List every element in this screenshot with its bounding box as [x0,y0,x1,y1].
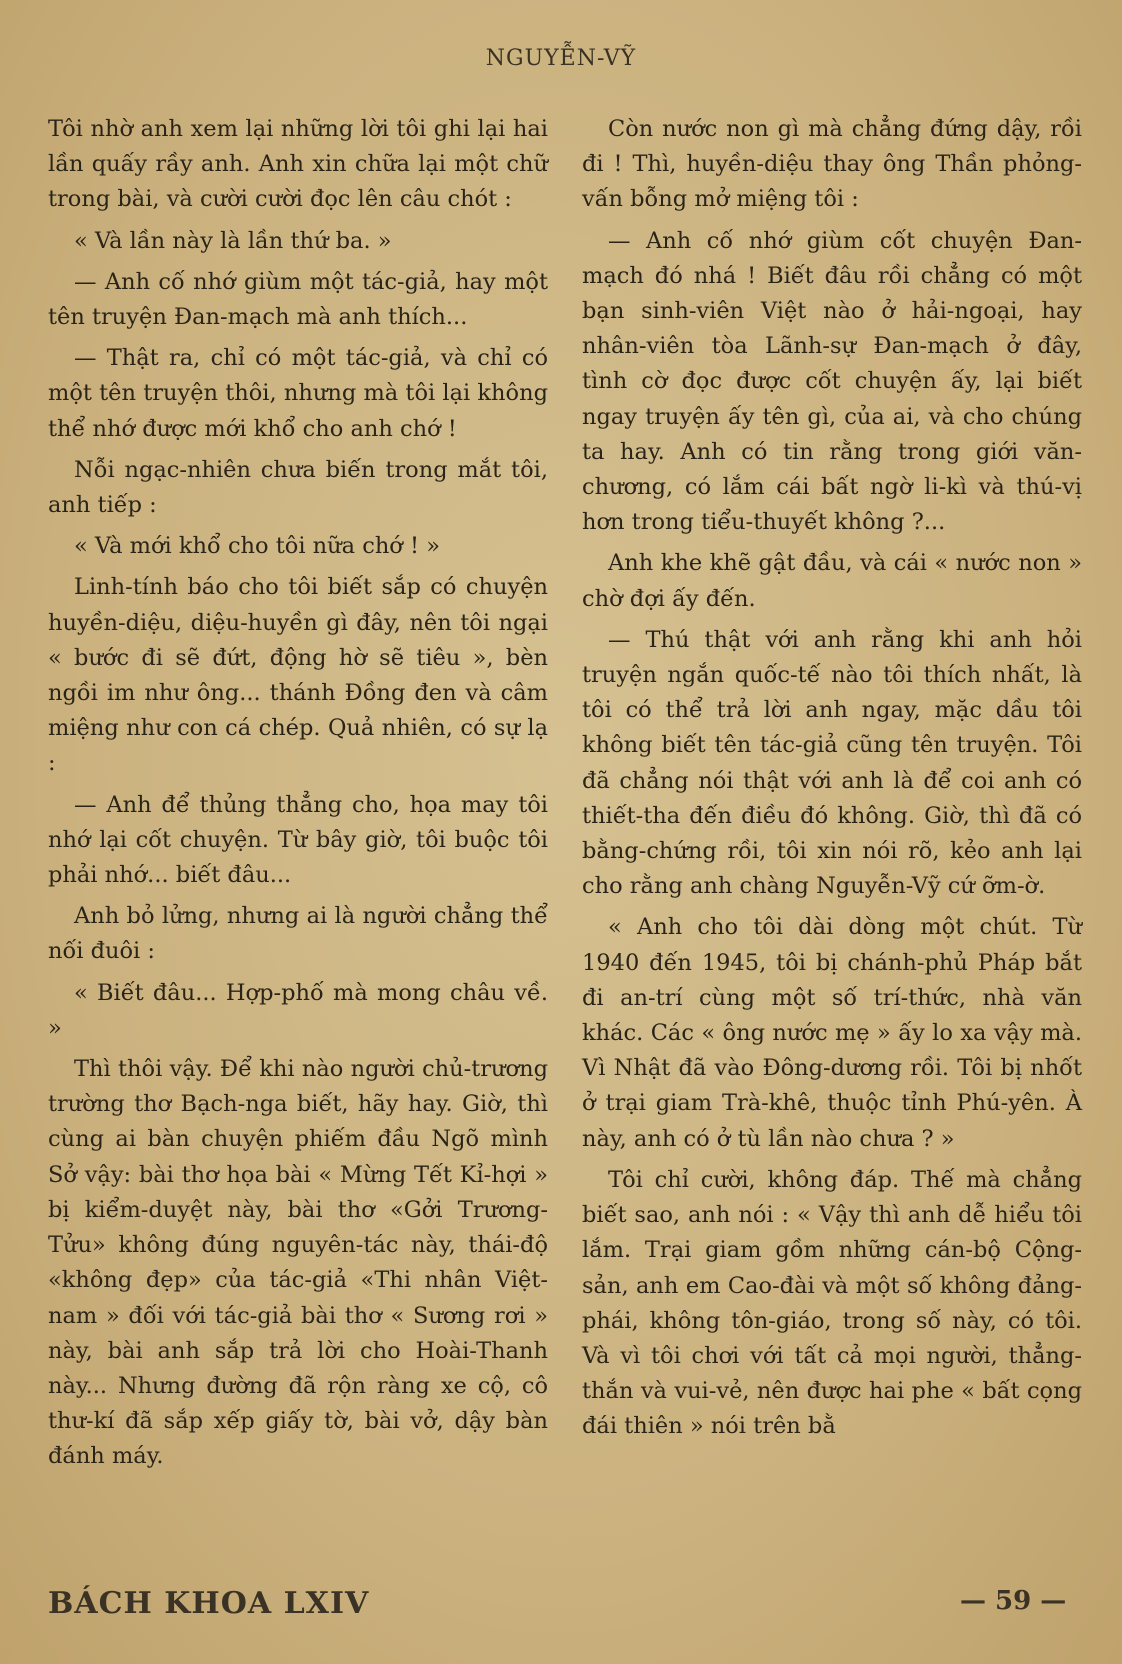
paragraph: « Và lần này là lần thứ ba. » [74,227,392,254]
left-column [48,112,548,1481]
running-head: NGUYỄN-VỸ [485,46,637,71]
paragraph: — Thú thật với anh rằng khi anh hỏi truyện ngắn quốc-tế nào tôi thích nhất, là tôi có thể trả lời anh ngay, mặc dầu tôi không biết tên tác-giả cũng tên truyện. Tôi đã chẳng nói thật với anh là để coi anh có thiết-tha đến điều đó không. Giờ, thì đã có bằng-chứng rồi, tôi xin nói rõ, kẻo anh lại cho rằng anh chàng Nguyễn-Vỹ cứ ỡm-ờ. [582,626,1082,900]
paragraph: Anh bỏ lửng, nhưng ai là người chẳng thể nối đuôi : [48,903,548,965]
paragraph: « Anh cho tôi dài dòng một chút. Từ 1940 đến 1945, tôi bị chánh-phủ Pháp bắt đi an-trí cùng một số trí-thức, nhà văn khác. Các « ông nước mẹ » ấy lo xa vậy mà. Vì Nhật đã vào Đông-dương rồi. Tôi bị nhốt ở trại giam Trà-khê, thuộc tỉnh Phú-yên. À này, anh có ở tù lần nào chưa ? » [582,914,1082,1152]
right-column [582,112,1082,1451]
paragraph: — Thật ra, chỉ có một tác-giả, và chỉ có một tên truyện thôi, nhưng mà tôi lại không thể nhớ được mới khổ cho anh chớ ! [48,345,548,442]
paragraph: « Biết đâu... Hợp-phố mà mong châu về. » [48,979,548,1041]
paragraph: « Và mới khổ cho tôi nữa chớ ! » [74,533,440,560]
paragraph: Anh khe khẽ gật đầu, và cái « nước non » chờ đợi ấy đến. [582,550,1082,612]
paragraph: Nỗi ngạc-nhiên chưa biến trong mắt tôi, anh tiếp : [48,456,548,519]
paragraph: Tôi nhờ anh xem lại những lời tôi ghi lại hai lần quấy rầy anh. Anh xin chữa lại một chữ trong bài, và cười cười đọc lên câu chót : [48,116,548,213]
paragraph: Tôi chỉ cười, không đáp. Thế mà chẳng biết sao, anh nói : « Vậy thì anh dễ hiểu tôi lắm. Trại giam gồm những cán-bộ Cộng-sản, anh em Cao-đài và một số không đảng-phái, không tôn-giáo, trong số này, có tôi. Và vì tôi chơi với tất cả mọi người, thẳng-thắn và vui-vẻ, nên được hai phe « bất cọng đái thiên » nói trên bằ [582,1166,1082,1440]
magazine-name: BÁCH KHOA LXIV [48,1586,370,1621]
paragraph: Thì thôi vậy. Để khi nào người chủ-trương trường thơ Bạch-nga biết, hãy hay. Giờ, thì cùng ai bàn chuyện phiếm đầu Ngõ mình Sở vậy: bài thơ họa bài « Mừng Tết Kỉ-hợi » bị kiểm-duyệt này, bài thơ «Gởi Trương-Tửu» không đúng nguyên-tác này, thái-độ «không đẹp» của tác-giả «Thi nhân Việt-nam » đối với tác-giả bài thơ « Sương rơi » này, bài anh sắp trả lời cho Hoài-Thanh này... Nhưng đường đã rộn ràng xe cộ, cô thư-kí đã sắp xếp giấy tờ, bài vở, dậy bàn đánh máy. [48,1056,548,1470]
paragraph: Còn nước non gì mà chẳng đứng dậy, rồi đi ! Thì, huyền-diệu thay ông Thần phỏng-vấn bỗng mở miệng tôi : [582,116,1082,213]
paragraph: — Anh cố nhớ giùm một tác-giả, hay một tên truyện Đan-mạch mà anh thích... [48,268,548,331]
paragraph: — Anh để thủng thẳng cho, họa may tôi nhớ lại cốt chuyện. Từ bây giờ, tôi buộc tôi phải nhớ... biết đâu... [48,791,548,889]
paragraph: — Anh cố nhớ giùm cốt chuyện Đan-mạch đó nhá ! Biết đâu rồi chẳng có một bạn sinh-viên Việt nào ở hải-ngoại, hay nhân-viên tòa Lãnh-sự Đan-mạch ở đây, tình cờ đọc được cốt chuyện ấy, lại biết ngay truyện ấy tên gì, của ai, và cho chúng ta hay. Anh có tin rằng trong giới văn-chương, có lắm cái bất ngờ li-kì và thú-vị hơn trong tiểu-thuyết không ?... [582,227,1082,536]
page-number: — 59 — [960,1586,1067,1616]
paragraph: Linh-tính báo cho tôi biết sắp có chuyện huyền-diệu, diệu-huyền gì đây, nên tôi ngại « bước đi sẽ đứt, động hờ sẽ tiêu », bèn ngồi im như ông... thánh Đồng đen và câm miệng như con cá chép. Quả nhiên, có sự lạ : [48,574,548,777]
